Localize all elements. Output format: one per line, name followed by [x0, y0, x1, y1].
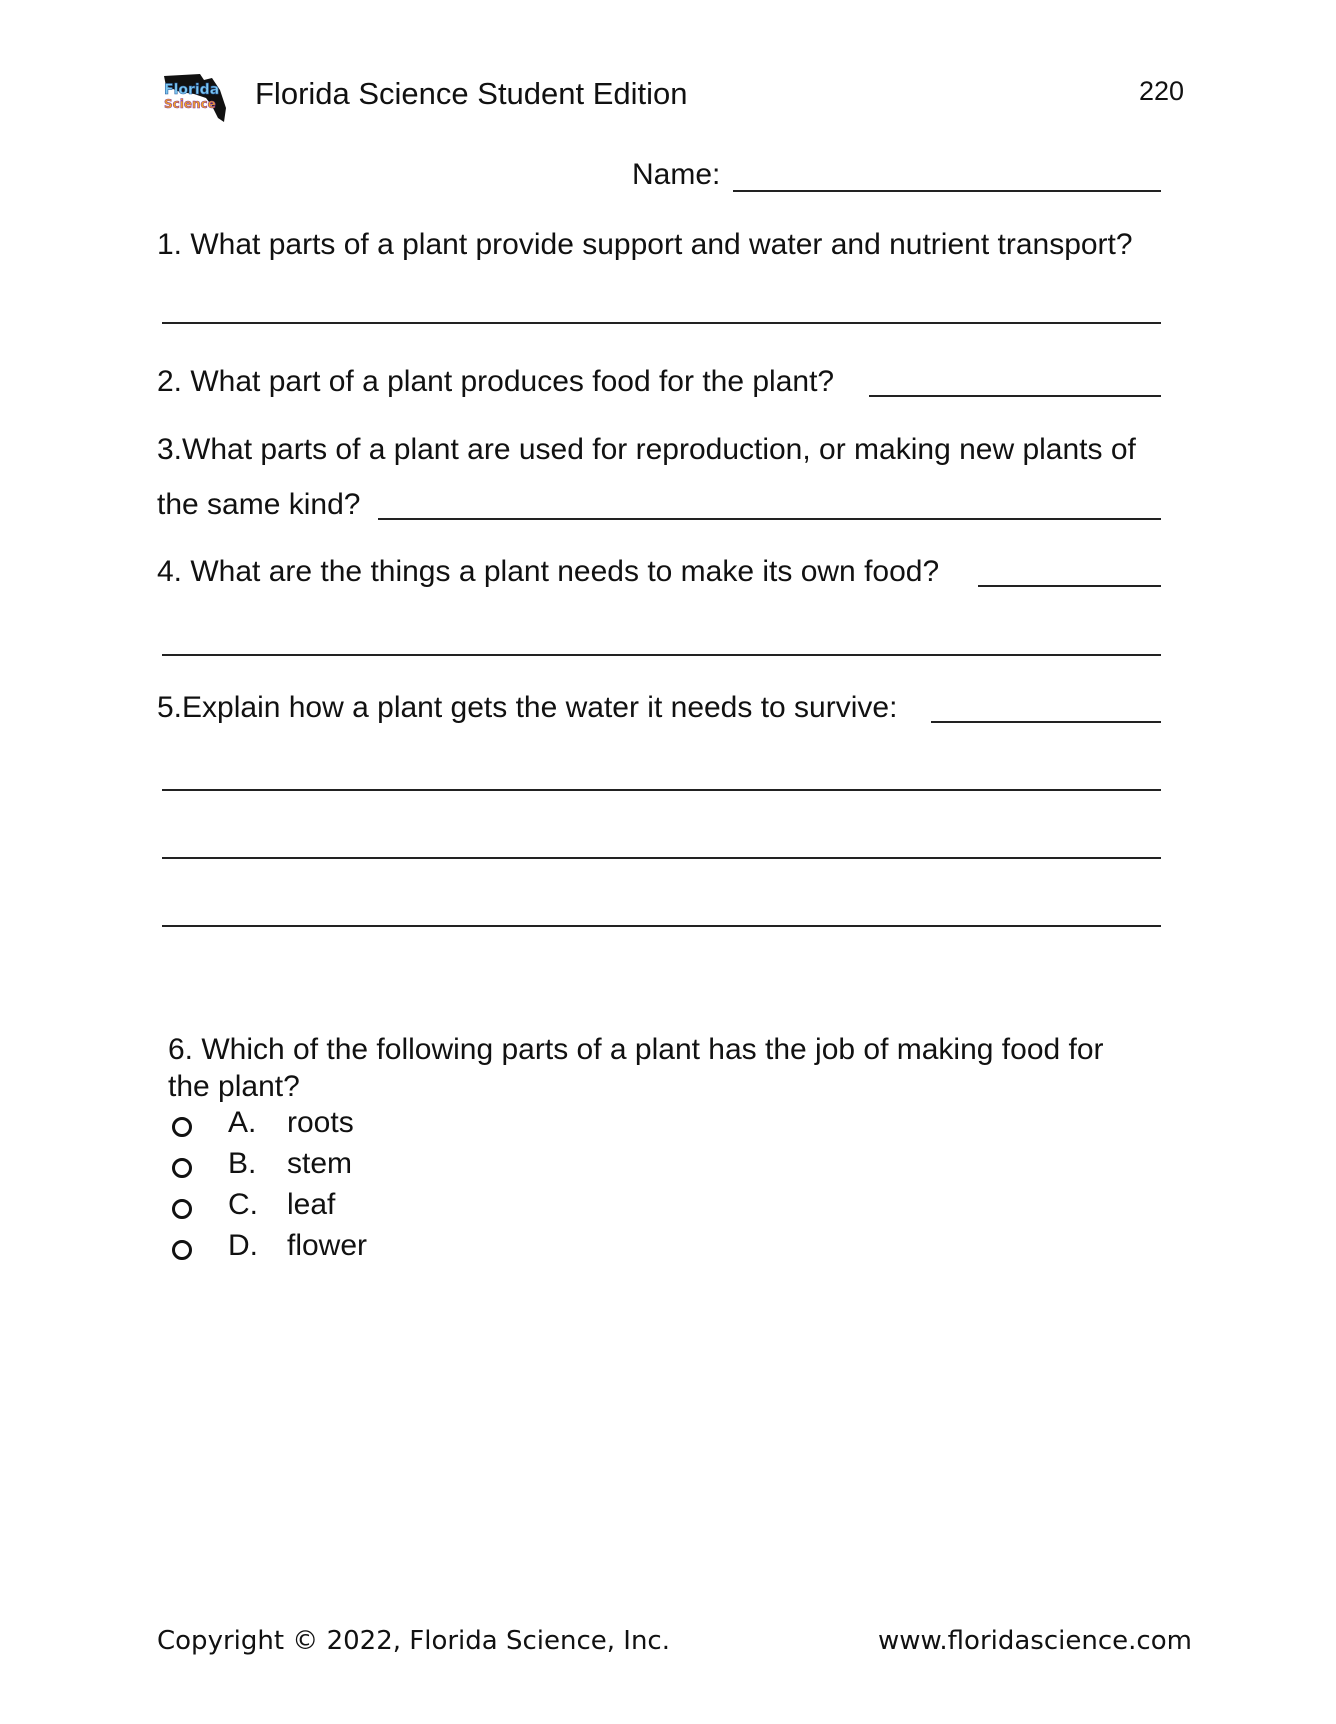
- answer-line-5a[interactable]: [931, 721, 1161, 723]
- option-letter: A.: [228, 1106, 257, 1139]
- option-letter: D.: [228, 1229, 258, 1262]
- option-letter: C.: [228, 1188, 258, 1221]
- option-text: stem: [287, 1147, 353, 1180]
- answer-line-4b[interactable]: [162, 654, 1161, 656]
- page-number: 220: [1138, 76, 1184, 106]
- option-text: flower: [287, 1229, 368, 1262]
- question-5: 5.Explain how a plant gets the water it needs to survive:: [157, 691, 898, 724]
- radio-circle-icon[interactable]: [172, 1240, 192, 1260]
- answer-line-5b[interactable]: [162, 789, 1161, 791]
- question-3-line2: the same kind?: [157, 488, 361, 521]
- answer-line-5d[interactable]: [162, 925, 1161, 927]
- answer-line-2[interactable]: [869, 395, 1161, 397]
- question-6-line1: 6. Which of the following parts of a plant has the job of making food for: [168, 1033, 1104, 1066]
- radio-circle-icon[interactable]: [172, 1199, 192, 1219]
- copyright-notice: Copyright © 2022, Florida Science, Inc.: [157, 1626, 670, 1656]
- website-link[interactable]: www.floridascience.com: [878, 1626, 1192, 1656]
- florida-science-logo: [160, 68, 232, 128]
- option-letter: B.: [228, 1147, 257, 1180]
- question-2: 2. What part of a plant produces food for the plant?: [157, 365, 835, 398]
- question-4: 4. What are the things a plant needs to make its own food?: [157, 555, 940, 588]
- name-field[interactable]: [733, 190, 1161, 192]
- logo-text-florida: Florida: [164, 82, 220, 98]
- radio-circle-icon[interactable]: [172, 1117, 192, 1137]
- answer-line-4a[interactable]: [978, 585, 1161, 587]
- answer-line-1[interactable]: [162, 322, 1161, 324]
- answer-line-5c[interactable]: [162, 857, 1161, 859]
- logo-text-science: Science: [164, 97, 216, 111]
- question-3-line1: 3.What parts of a plant are used for reproduction, or making new plants of: [157, 433, 1136, 466]
- document-title: Florida Science Student Edition: [255, 76, 688, 111]
- option-text: roots: [287, 1106, 354, 1139]
- answer-line-3[interactable]: [378, 518, 1161, 520]
- question-6-line2: the plant?: [168, 1070, 300, 1103]
- option-text: leaf: [287, 1188, 336, 1221]
- question-1: 1. What parts of a plant provide support and water and nutrient transport?: [157, 228, 1133, 261]
- name-label: Name:: [632, 158, 721, 191]
- radio-circle-icon[interactable]: [172, 1158, 192, 1178]
